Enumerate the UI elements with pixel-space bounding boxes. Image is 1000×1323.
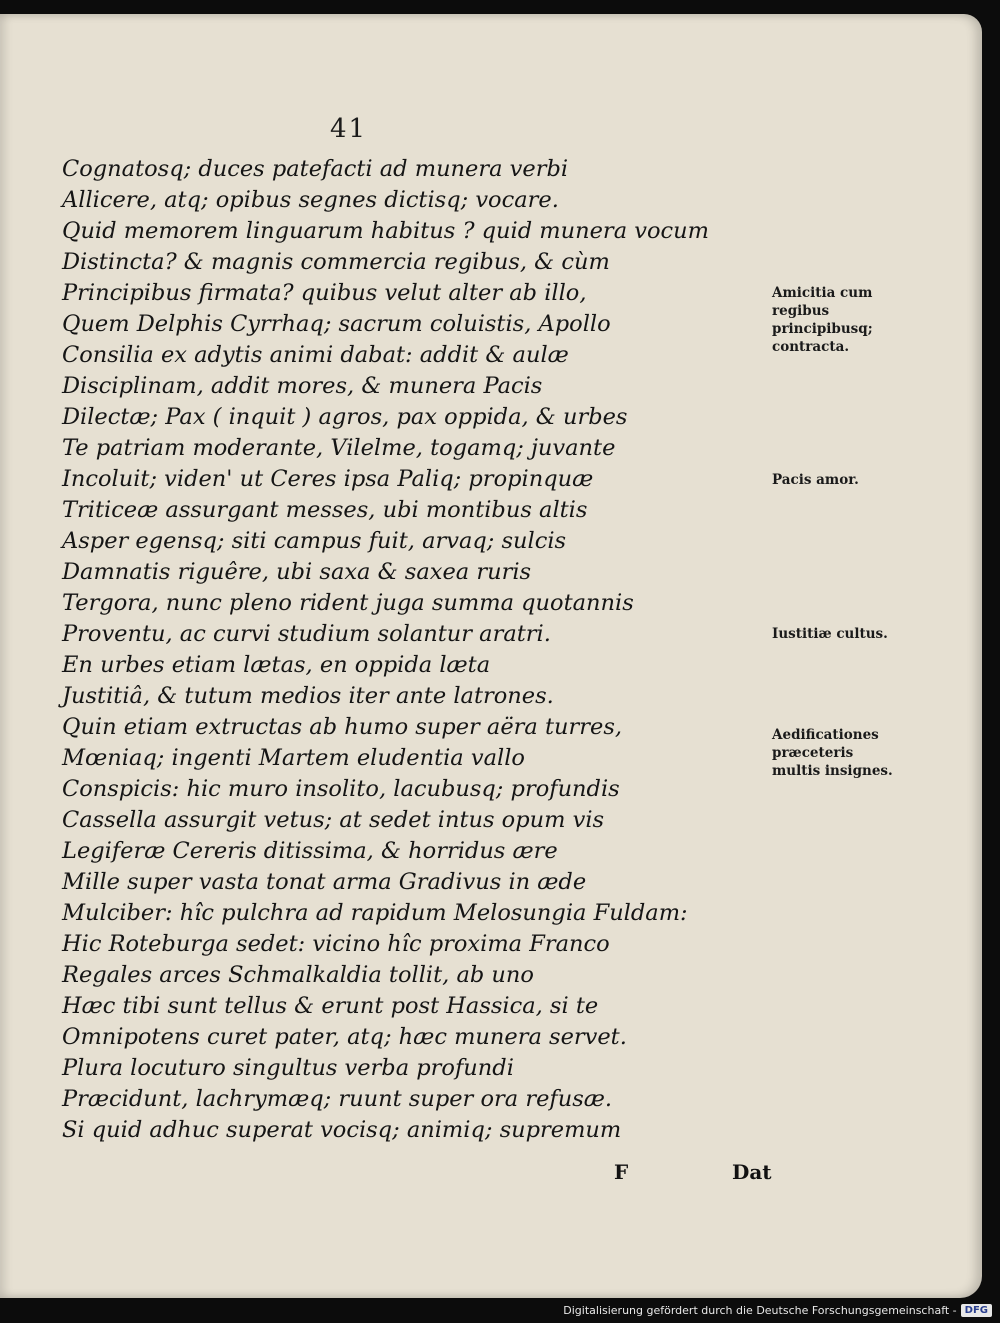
verse-line: Damnatis riguêre, ubi saxa & saxea ruris	[62, 559, 532, 585]
verse-text	[62, 154, 712, 1146]
verse-line: Principibus firmata? quibus velut alter ab illo,	[62, 280, 587, 306]
dfg-logo: DFG	[961, 1304, 992, 1317]
verse-line: Allicere, atq; opibus segnes dictisq; vocare.	[62, 187, 559, 213]
verse-line: Tergora, nunc pleno rident juga summa quotannis	[62, 590, 634, 616]
catchword: Dat	[732, 1160, 772, 1184]
verse-line: Quem Delphis Cyrrhaq; sacrum coluistis, Apollo	[62, 311, 611, 337]
verse-line: Distincta? & magnis commercia regibus, & cùm	[62, 249, 610, 275]
verse-line: Cognatosq; duces patefacti ad munera verbi	[62, 156, 569, 182]
verse-line: Mœniaq; ingenti Martem eludentia vallo	[62, 745, 525, 771]
margin-note-buildings: Aedificationes præceteris multis insignes.	[772, 727, 893, 779]
verse-line: Consilia ex adytis animi dabat: addit & aulæ	[62, 342, 569, 368]
verse-line: Asper egensq; siti campus fuit, arvaq; sulcis	[62, 528, 567, 554]
verse-line: Hic Roteburga sedet: vicino hîc proxima Franco	[62, 931, 610, 957]
verse-line: Legiferæ Cereris ditissima, & horridus ære	[62, 838, 558, 864]
verse-line: Regales arces Schmalkaldia tollit, ab uno	[62, 962, 534, 988]
verse-line: Incoluit; viden' ut Ceres ipsa Paliq; propinquæ	[62, 466, 594, 492]
verse-line: En urbes etiam lætas, en oppida læta	[62, 652, 491, 678]
verse-line: Præcidunt, lachrymæq; ruunt super ora refusæ.	[62, 1086, 613, 1112]
verse-line: Plura locuturo singultus verba profundi	[62, 1055, 514, 1081]
footer-text: Digitalisierung gefördert durch die Deutsche Forschungsgemeinschaft -	[563, 1304, 957, 1317]
page-number: 41	[330, 114, 368, 144]
verse-line: Hæc tibi sunt tellus & erunt post Hassica, si te	[62, 993, 599, 1019]
verse-line: Proventu, ac curvi studium solantur aratri.	[62, 621, 551, 647]
book-page	[0, 14, 982, 1298]
verse-line: Triticeæ assurgant messes, ubi montibus altis	[62, 497, 588, 523]
verse-line: Te patriam moderante, Vilelme, togamq; juvante	[62, 435, 616, 461]
verse-line: Mille super vasta tonat arma Gradivus in æde	[62, 869, 587, 895]
verse-line: Justitiâ, & tutum medios iter ante latrones.	[62, 683, 554, 709]
verse-line: Cassella assurgit vetus; at sedet intus opum vis	[62, 807, 605, 833]
verse-line: Quin etiam extructas ab humo super aëra turres,	[62, 714, 623, 740]
verse-line: Conspicis: hic muro insolito, lacubusq; profundis	[62, 776, 620, 802]
verse-line: Si quid adhuc superat vocisq; animiq; supremum	[62, 1117, 622, 1143]
verse-line: Mulciber: hîc pulchra ad rapidum Melosungia Fuldam:	[62, 900, 688, 926]
verse-line: Dilectæ; Pax ( inquit ) agros, pax oppida, & urbes	[62, 404, 628, 430]
margin-note-friendship: Amicitia cum regibus principibusq; contracta.	[772, 285, 873, 355]
verse-line: Disciplinam, addit mores, & munera Pacis	[62, 373, 543, 399]
signature-mark: F	[614, 1160, 629, 1184]
margin-note-justice: Iustitiæ cultus.	[772, 626, 888, 642]
footer-credit	[563, 1304, 992, 1317]
verse-line: Omnipotens curet pater, atq; hæc munera servet.	[62, 1024, 627, 1050]
margin-note-peace: Pacis amor.	[772, 472, 859, 488]
verse-line: Quid memorem linguarum habitus ? quid munera vocum	[62, 218, 709, 244]
